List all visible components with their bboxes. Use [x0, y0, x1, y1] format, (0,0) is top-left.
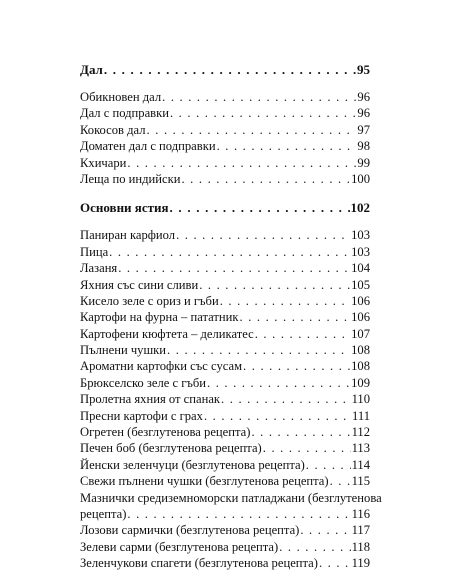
dot-leader [243, 358, 350, 374]
dot-leader [167, 342, 350, 358]
dot-leader [330, 473, 351, 489]
dot-leader [217, 138, 357, 154]
entry-title: Йенски зеленчуци (безглутенова рецепта) [80, 457, 305, 472]
toc-entry [80, 391, 370, 407]
dot-leader [147, 122, 357, 138]
dot-leader [207, 375, 350, 391]
toc-entry [80, 155, 370, 171]
entry-title: Огретен (безглутенова рецепта) [80, 425, 251, 440]
dot-leader [127, 155, 356, 171]
section-page-number: 102 [350, 200, 370, 216]
entry-page-number: 118 [351, 539, 370, 554]
section-heading-dal [80, 61, 370, 79]
dot-leader [240, 309, 351, 325]
toc-entry [80, 358, 370, 374]
entry-title: Брюкселско зеле с гъби [80, 375, 207, 390]
toc-entry [80, 309, 370, 325]
entry-page-number: 119 [351, 556, 370, 571]
entry-page-number: 104 [351, 261, 370, 276]
toc-entry [80, 408, 370, 424]
toc-entry [80, 440, 370, 456]
toc-entry [80, 293, 370, 309]
entry-title: Пица [80, 244, 109, 259]
entry-page-number: 106 [351, 310, 370, 325]
toc-entry [80, 555, 370, 571]
entry-title: Яхния със сини сливи [80, 277, 199, 292]
entry-title: Доматен дал с подправки [80, 139, 216, 154]
entry-page-number: 103 [351, 228, 370, 243]
toc-entry [80, 522, 370, 538]
entry-page-number: 105 [351, 277, 370, 292]
dot-leader [300, 522, 350, 538]
entry-page-number: 112 [351, 425, 370, 440]
toc-entry [80, 277, 370, 293]
toc-entry [80, 89, 370, 105]
entry-title: Кхичари [80, 155, 127, 170]
entry-page-number: 115 [351, 474, 370, 489]
entry-page-number: 116 [351, 506, 370, 521]
dot-leader [104, 61, 356, 79]
toc-entry [80, 122, 370, 138]
entry-page-number: 109 [351, 375, 370, 390]
dot-leader [204, 408, 351, 424]
toc-entry [80, 424, 370, 440]
entry-page-number: 98 [357, 139, 370, 154]
toc-entry [80, 375, 370, 391]
toc-entry [80, 473, 370, 489]
section-title: Дал [80, 62, 103, 77]
toc-entry [80, 457, 370, 473]
dot-leader [220, 293, 350, 309]
toc-entry [80, 227, 370, 243]
entry-page-number: 108 [351, 343, 370, 358]
dot-leader [170, 105, 356, 121]
dot-leader [162, 89, 356, 105]
entry-title: Ароматни картофки със сусам [80, 359, 243, 374]
toc-entry [80, 171, 370, 187]
entry-title: Кисело зеле с ориз и гъби [80, 293, 219, 308]
entry-title: Картофени кюфтета – деликатес [80, 326, 254, 341]
entry-page-number: 97 [357, 122, 370, 137]
entry-title: Дал с подправки [80, 106, 169, 121]
entry-title: Пълнени чушки [80, 343, 167, 358]
entry-title: Зеленчукови спагети (безглутенова рецепта) [80, 556, 318, 571]
dot-leader [181, 171, 350, 187]
entry-page-number: 99 [357, 155, 370, 170]
toc-entry [80, 326, 370, 342]
entry-page-number: 108 [351, 359, 370, 374]
toc-entry [80, 506, 370, 522]
entry-page-number: 107 [351, 326, 370, 341]
entry-title: Кокосов дал [80, 122, 146, 137]
dot-leader [255, 326, 350, 342]
entry-page-number: 117 [351, 523, 370, 538]
entry-title: Зелеви сарми (безглутенова рецепта) [80, 539, 279, 554]
toc-entry [80, 539, 370, 555]
entry-title: рецепта) [80, 506, 127, 521]
toc-entry [80, 260, 370, 276]
entry-page-number: 103 [351, 244, 370, 259]
section-title: Основни ястия [80, 200, 169, 216]
entry-title: Свежи пълнени чушки (безглутенова рецепта) [80, 474, 329, 489]
entry-page-number: 96 [357, 90, 370, 104]
entry-page-number: 113 [351, 441, 370, 456]
dot-leader [279, 539, 350, 555]
dot-leader [170, 199, 350, 217]
section-heading-main-dishes [80, 199, 370, 217]
entry-title-line-1: Мазнички средиземноморски патладжани (безглутенова [80, 490, 382, 505]
entry-title: Паниран карфиол [80, 228, 176, 243]
entry-title: Пресни картофи с грах [80, 408, 203, 423]
table-of-contents [80, 61, 382, 572]
dot-leader [118, 260, 350, 276]
entry-page-number: 110 [351, 392, 370, 407]
entry-title: Картофи на фурна – пататник [80, 310, 239, 325]
entry-page-number: 114 [351, 457, 370, 472]
dot-leader [127, 506, 350, 522]
entry-title: Лазаня [80, 261, 118, 276]
dot-leader [319, 555, 351, 571]
entry-title: Леща по индийски [80, 171, 181, 186]
toc-entry [80, 138, 370, 154]
entry-title: Лозови сармички (безглутенова рецепта) [80, 523, 300, 538]
entry-page-number: 106 [351, 293, 370, 308]
dot-leader [199, 277, 350, 293]
toc-entry [80, 105, 370, 121]
entry-title: Печен боб (безглутенова рецепта) [80, 441, 262, 456]
toc-entry [80, 244, 370, 260]
entry-page-number: 100 [351, 171, 370, 186]
dot-leader [251, 424, 350, 440]
dot-leader [176, 227, 350, 243]
entry-page-number: 96 [357, 106, 370, 121]
dot-leader [109, 244, 350, 260]
entry-title: Пролетна яхния от спанак [80, 392, 221, 407]
entry-title: Обикновен дал [80, 90, 162, 104]
dot-leader [306, 457, 351, 473]
entry-page-number: 111 [352, 408, 370, 423]
toc-entry [80, 342, 370, 358]
dot-leader [263, 440, 351, 456]
dot-leader [221, 391, 351, 407]
section-page-number: 95 [357, 62, 370, 77]
